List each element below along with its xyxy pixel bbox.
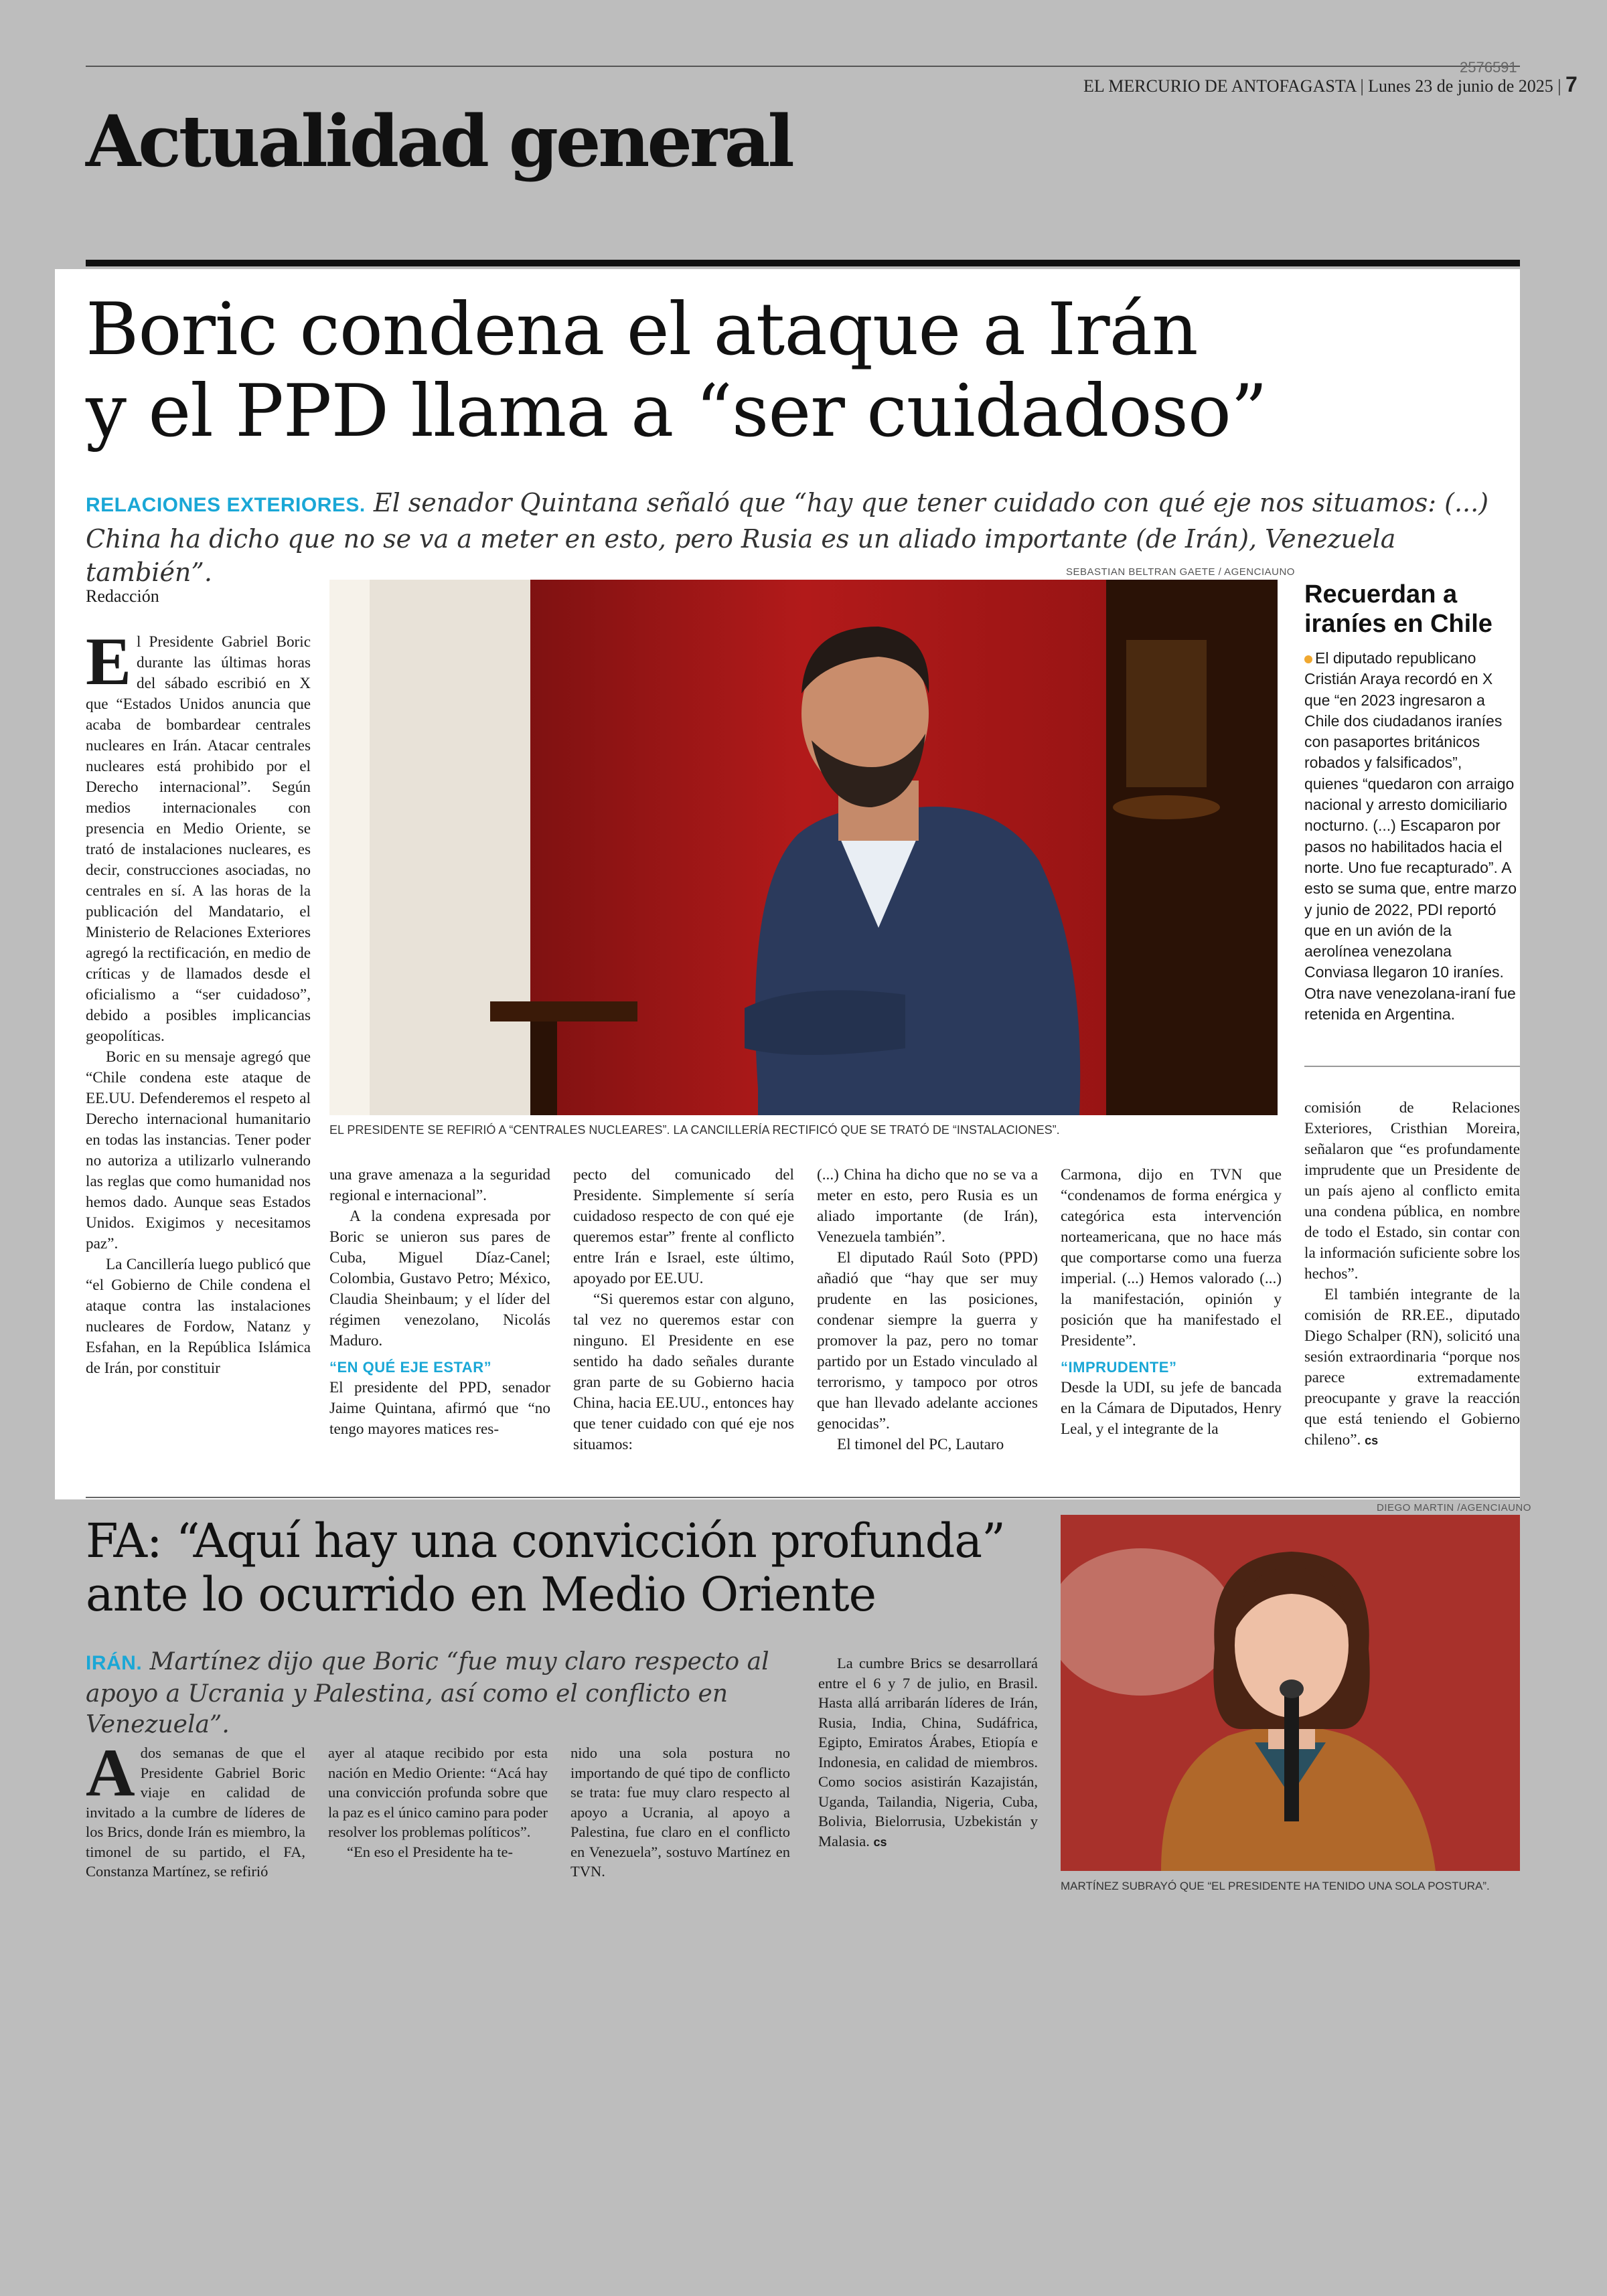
subhead-en-que-eje: “EN QUÉ EJE ESTAR” bbox=[329, 1359, 492, 1376]
second-headline-line1: FA: “Aquí hay una convicción profunda” bbox=[86, 1513, 1005, 1568]
photo-caption: EL PRESIDENTE SE REFIRIÓ A “CENTRALES NUCLEARES”. LA CANCILLERÍA RECTIFICÓ QUE SE TRATÓ DE “INSTALACIONES”. bbox=[329, 1123, 1060, 1137]
second-c2-p2: “En eso el Presidente ha te- bbox=[347, 1843, 514, 1860]
second-lede bbox=[86, 1647, 795, 1740]
main-col-1 bbox=[86, 624, 311, 1379]
main-c6-p2 bbox=[1304, 1285, 1520, 1451]
sidebar-body-text: El diputado republicano Cristián Araya recordó en X que “en 2023 ingresaron a Chile dos ciudadanos iraníes con pasaportes británicos robados y falsificados”, quienes “quedaron con arraigo nacional y arresto domiciliario nocturno. (...) Escaparon por pasos no habilitados hacia el norte. Uno fue recapturado”. A esto se suma que, entre marzo y junio de 2022, PDI reportó que en un avión de la aerolínea venezolana Conviasa llegaron 10 iraníes. Otra nave venezolana-iraní fue retenida en Argentina. bbox=[1304, 649, 1517, 1023]
boric-photo-illustration bbox=[329, 580, 1278, 1115]
main-p3: La Cancillería luego publicó que “el Gobierno de Chile condena el ataque contra las instalaciones nucleares de Fordow, Natanz y Esfahan, en la República Islámica de Irán, por constituir bbox=[86, 1256, 311, 1377]
sidebar-title-line2: iraníes en Chile bbox=[1304, 610, 1493, 638]
second-c3: nido una sola postura no importando de qué tipo de conflicto se trata: fue muy claro respecto al apoyo a Ucrania, al apoyo a Palestina, fue claro en el conflicto en Venezuela”, sostuvo Martínez en TVN. bbox=[570, 1744, 790, 1880]
sidebar-title bbox=[1304, 580, 1520, 639]
main-p2: Boric en su mensaje agregó que “Chile condena este ataque de EE.UU. Defenderemos el respeto al Derecho internacional humanitario en todas las instancias. Tener poder no autoriza a utilizarlo vulnerando las reglas que como humanidad nos hemos dado. Aunque seas Estados Unidos. Exigimos y necesitamos paz”. bbox=[86, 1048, 311, 1252]
main-c5-p2: Desde la UDI, su jefe de bancada en la Cámara de Diputados, Henry Leal, y el integrante de la bbox=[1061, 1379, 1282, 1438]
second-headline-line2: ante lo ocurrido en Medio Oriente bbox=[86, 1567, 876, 1622]
second-c4-text: La cumbre Brics se desarrollará entre el 6 y 7 de julio, en Brasil. Hasta allá arribarán líderes de Irán, Rusia, India, China, Sudáfrica, Egipto, Emiratos Árabes, Etiopía e Indonesia, en calidad de miembros. Como socios asistirán Kazajistán, Uganda, Tailandia, Nigeria, Cuba, Bolivia, Bielorrusia, Uzbekistán y Malasia. bbox=[818, 1655, 1038, 1850]
second-col-1 bbox=[86, 1735, 305, 1882]
sidebar-rule bbox=[1304, 1066, 1520, 1067]
second-c1 bbox=[86, 1735, 305, 1882]
main-col-5 bbox=[1061, 1165, 1282, 1440]
dropcap-a: A bbox=[86, 1735, 135, 1811]
byline: Redacción bbox=[86, 586, 159, 606]
main-c4-p3: El timonel del PC, Lautaro bbox=[837, 1436, 1004, 1453]
main-c4-p2: El diputado Raúl Soto (PPD) añadió que “hay que ser muy prudente en las posiciones, condenar siempre la guerra y promover la paz, pero no tomar partido por un Estado vinculado al terrorismo, y tampoco por otros que han llevado adelante acciones genocidas”. bbox=[817, 1249, 1038, 1432]
main-col-2 bbox=[329, 1165, 550, 1440]
main-c3-p1: pecto del comunicado del Presidente. Simplemente sí sería cuidadoso respecto de con qué eje queremos estar” frente al conflicto entre Irán e Israel, este último, apoyado por EE.UU. bbox=[573, 1166, 794, 1287]
main-col-3 bbox=[573, 1165, 794, 1455]
page-number: 7 bbox=[1565, 72, 1578, 96]
sidebar-box bbox=[1304, 580, 1520, 1025]
boric-photo bbox=[329, 580, 1278, 1115]
second-lede-text: Martínez dijo que Boric “fue muy claro respecto al apoyo a Ucrania y Palestina, así como el conflicto en Venezuela”. bbox=[86, 1648, 769, 1738]
main-headline bbox=[86, 289, 1492, 453]
second-end-mark: cs bbox=[873, 1835, 887, 1849]
second-col-3 bbox=[570, 1743, 790, 1882]
main-headline-line1: Boric condena el ataque a Irán bbox=[86, 288, 1198, 372]
second-c1-text: dos semanas de que el Presidente Gabriel Boric viaje en calidad de invitado a la cumbre de líderes de los Brics, donde Irán es miembro, la timonel de su partido, el FA, Constanza Martínez, se refirió bbox=[86, 1744, 305, 1880]
second-article-rule bbox=[86, 1497, 1520, 1498]
masthead-text: EL MERCURIO DE ANTOFAGASTA | Lunes 23 de junio de 2025 | bbox=[1083, 76, 1561, 96]
second-c4 bbox=[818, 1653, 1038, 1852]
section-title: Actualidad general bbox=[86, 99, 792, 183]
martinez-photo-illustration bbox=[1061, 1515, 1520, 1871]
top-rule bbox=[86, 66, 1520, 67]
masthead bbox=[1083, 72, 1578, 97]
main-c2-p3: El presidente del PPD, senador Jaime Quintana, afirmó que “no tengo mayores matices res- bbox=[329, 1379, 550, 1438]
second-col-4 bbox=[818, 1653, 1038, 1852]
main-p1-text: l Presidente Gabriel Boric durante las últimas horas del sábado escribió en X que “Estados Unidos anuncia que acaba de bombardear centrales nucleares en Irán. Atacar centrales nucleares está prohibido por el Derecho internacional”. Según medios internacionales con presencia en Medio Oriente, se trató de instalaciones nucleares, es decir, construcciones asociadas, no centrales en sí. A las horas de la publicación del Mandatario, el Ministerio de Relaciones Exteriores agregó la rectificación, en medio de críticas y de llamados desde el oficialismo a “ser cuidadoso”, debido a posibles implicancias geopolíticas. bbox=[86, 633, 311, 1045]
second-kicker: IRÁN. bbox=[86, 1652, 143, 1674]
second-photo-caption: MARTÍNEZ SUBRAYÓ QUE “EL PRESIDENTE HA TENIDO UNA SOLA POSTURA”. bbox=[1061, 1880, 1490, 1892]
sidebar-title-line1: Recuerdan a bbox=[1304, 580, 1458, 608]
bullet-dot-icon bbox=[1304, 655, 1312, 663]
main-headline-line2: y el PPD llama a “ser cuidadoso” bbox=[86, 370, 1268, 453]
main-lede-text: El senador Quintana señaló que “hay que tener cuidado con qué eje nos situamos: (...) China ha dicho que no se va a meter en esto, pero Rusia es un aliado importante (de Irán), Venezuela también”. bbox=[86, 488, 1489, 587]
main-col-4 bbox=[817, 1165, 1038, 1455]
main-kicker: RELACIONES EXTERIORES. bbox=[86, 494, 366, 516]
martinez-photo bbox=[1061, 1515, 1520, 1871]
second-headline bbox=[86, 1514, 1050, 1621]
sidebar-body bbox=[1304, 648, 1520, 1025]
dropcap-e: E bbox=[86, 624, 132, 700]
main-c6-p1: comisión de Relaciones Exteriores, Cristhian Moreira, señalaron que “es profundamente imprudente que un Presidente de un país ajeno al conflicto emita una condena pública, en nombre de todo el Estado, sin contar con la información suficiente sobre los hechos”. bbox=[1304, 1099, 1520, 1283]
end-mark: cs bbox=[1365, 1434, 1379, 1447]
main-p1 bbox=[86, 624, 311, 1047]
second-c2-p1: ayer al ataque recibido por esta nación en Medio Oriente: “Acá hay una convicción profunda sobre que la paz es el único camino para poder resolver los problemas políticos”. bbox=[328, 1744, 548, 1840]
main-c5-p1: Carmona, dijo en TVN que “condenamos de forma enérgica y categórica esta intervención norteamericana, que no hace más que comportarse como una fuerza imperial. (...) Hemos valorado (...) la manifestación, opinión y posición que ha manifestado el Presidente”. bbox=[1061, 1166, 1282, 1349]
subhead-imprudente: “IMPRUDENTE” bbox=[1061, 1359, 1177, 1376]
page-id: 2576591 bbox=[1460, 59, 1517, 76]
main-c6-p2-text: El también integrante de la comisión de RR.EE., diputado Diego Schalper (RN), solicitó una sesión extraordinaria “porque nos parece extremadamente preocupante y grave la reacción que está teniendo el Gobierno chileno”. bbox=[1304, 1286, 1520, 1449]
section-rule bbox=[86, 260, 1520, 266]
main-c4-p1: (...) China ha dicho que no se va a meter en esto, pero Rusia es un aliado importante (de Irán), Venezuela también”. bbox=[817, 1166, 1038, 1246]
main-col-6 bbox=[1304, 1098, 1520, 1451]
main-c2-p2: A la condena expresada por Boric se unieron sus pares de Cuba, Miguel Díaz-Canel; Colombia, Gustavo Petro; México, Claudia Sheinbaum; y el líder del régimen venezolano, Nicolás Maduro. bbox=[329, 1208, 550, 1349]
main-c2-p1: una grave amenaza a la seguridad regional e internacional”. bbox=[329, 1166, 550, 1204]
second-photo-credit: DIEGO MARTIN /AGENCIAUNO bbox=[1377, 1502, 1531, 1513]
second-col-2 bbox=[328, 1743, 548, 1862]
photo-credit: SEBASTIAN BELTRAN GAETE / AGENCIAUNO bbox=[1066, 566, 1295, 578]
main-c3-p2: “Si queremos estar con alguno, tal vez no queremos estar con ninguno. El Presidente en ese sentido ha dado señales durante gran parte de su Gobierno hacia China, hacia EE.UU., entonces hay que tener cuidado con qué eje nos situamos: bbox=[573, 1291, 794, 1453]
